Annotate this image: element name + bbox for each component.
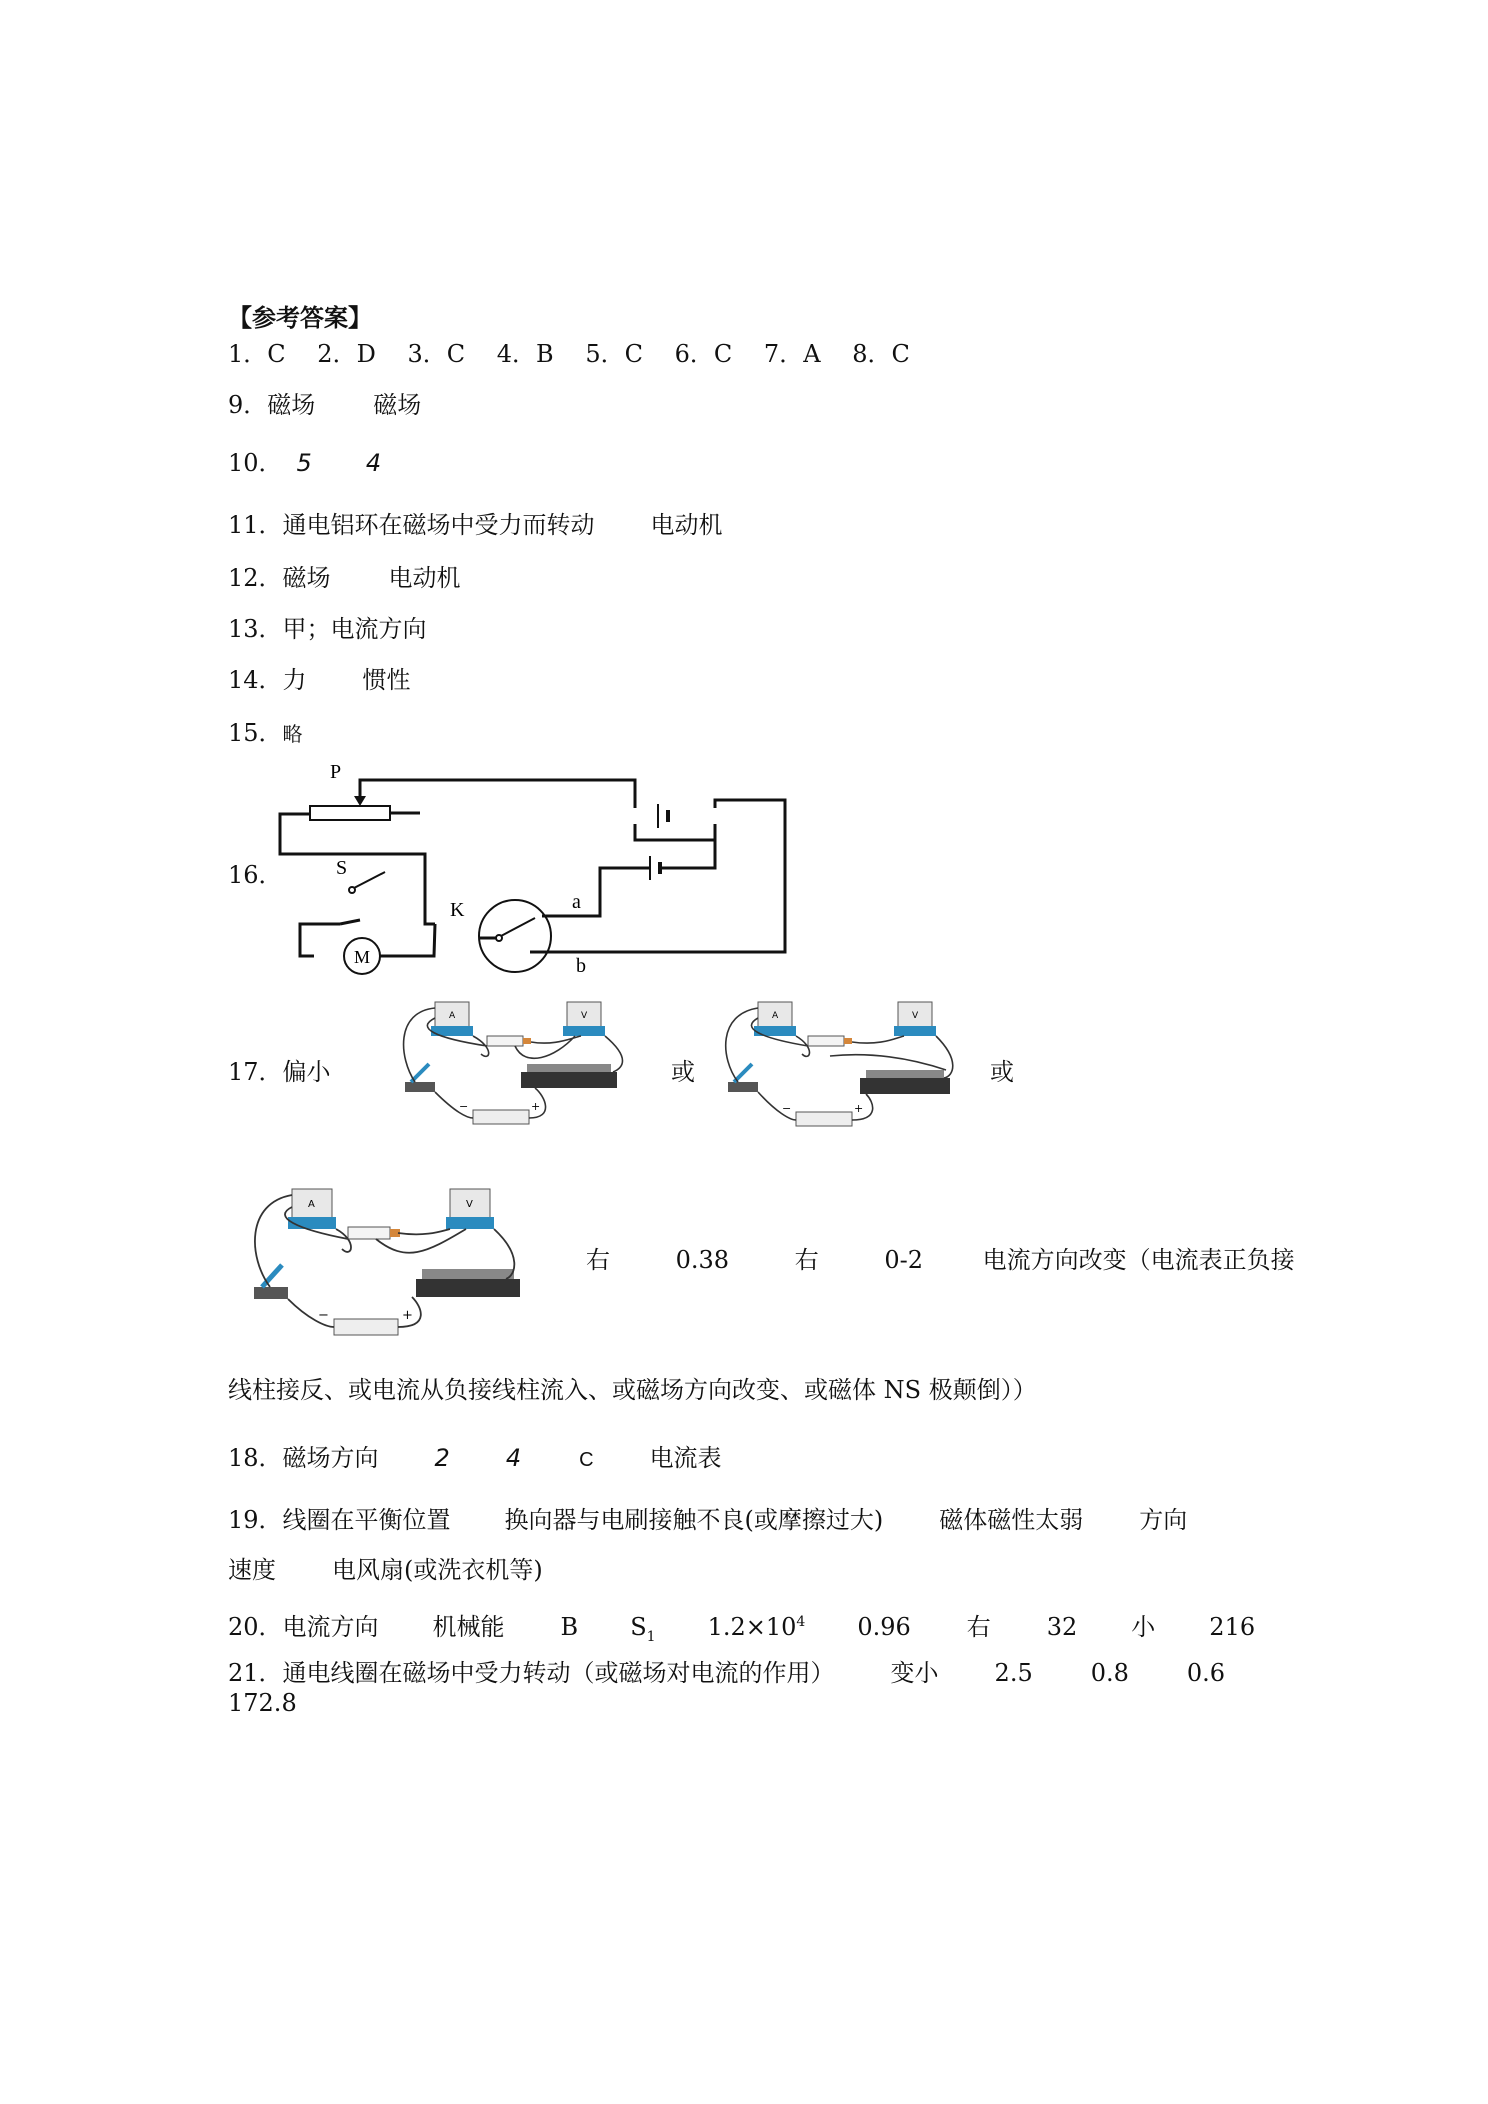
answer-15: 15．略 xyxy=(228,719,303,747)
svg-text:−: − xyxy=(782,1102,792,1115)
svg-text:V: V xyxy=(912,1011,919,1021)
circuit-photo-1 xyxy=(395,998,635,1132)
circuit-diagram-16 xyxy=(270,756,810,976)
mc-2: 2．D xyxy=(317,340,376,368)
mc-6: 6．C xyxy=(674,340,733,368)
svg-text:A: A xyxy=(449,1011,456,1021)
answer-21: 21．通电线圈在磁场中受力转动（或磁场对电流的作用） 变小 2.5 0.8 0.6 xyxy=(228,1659,1226,1687)
answer-9: 9．磁场 磁场 xyxy=(228,391,422,419)
answer-16-number: 16． xyxy=(228,861,283,889)
mc-8: 8．C xyxy=(852,340,910,368)
battery-1 xyxy=(635,808,660,816)
answer-19: 19．线圈在平衡位置 换向器与电刷接触不良(或摩擦过大) 磁体磁性太弱 方向 xyxy=(228,1506,1188,1534)
label-b: b xyxy=(576,955,586,976)
label-p: P xyxy=(330,761,342,783)
svg-text:+: + xyxy=(531,1100,541,1113)
answer-14: 14．力 惯性 xyxy=(228,666,411,694)
answer-11: 11．通电铝环在磁场中受力而转动 电动机 xyxy=(228,511,723,539)
answer-18: 18．磁场方向 2 4 C 电流表 xyxy=(228,1444,722,1472)
battery-top xyxy=(635,780,668,828)
answer-20: 20．电流方向 机械能 B $S_1$ $1.2\times 10^4$ 0.96 右 32 小 216 xyxy=(228,1613,1256,1645)
answer-17-values: 右 0.38 右 0-2 电流方向改变（电流表正负接 xyxy=(586,1246,1295,1274)
svg-text:V: V xyxy=(581,1011,588,1021)
label-k: K xyxy=(450,899,465,921)
svg-text:+: + xyxy=(402,1308,413,1323)
svg-text:−: − xyxy=(318,1308,329,1323)
circuit-photo-3 xyxy=(236,1183,526,1343)
mc-4: 4．B xyxy=(496,340,554,368)
label-m: M xyxy=(354,947,371,967)
answer-12: 12．磁场 电动机 xyxy=(228,564,461,592)
answer-13: 13．甲；电流方向 xyxy=(228,615,427,643)
answer-19-continued: 速度 电风扇(或洗衣机等) xyxy=(228,1556,543,1584)
circuit-photo-2 xyxy=(710,998,960,1134)
answer-10: 10． 5 4 xyxy=(228,449,382,477)
answer-17-continued: 线柱接反、或电流从负接线柱流入、或磁场方向改变、或磁体 NS 极颠倒）） xyxy=(228,1376,1037,1404)
svg-text:V: V xyxy=(466,1199,473,1210)
svg-text:A: A xyxy=(308,1199,315,1210)
label-a: a xyxy=(572,891,581,913)
mc-1: 1．C xyxy=(228,340,286,368)
label-s: S xyxy=(336,857,348,879)
svg-text:A: A xyxy=(772,1011,779,1021)
rheostat xyxy=(310,806,390,820)
single-pole-double-throw-switch xyxy=(479,900,551,972)
or-text-1: 或 xyxy=(671,1058,695,1086)
or-text-2: 或 xyxy=(990,1058,1014,1086)
answer-17: 17．偏小 xyxy=(228,1058,331,1086)
answer-key-header: 【参考答案】 xyxy=(228,303,372,332)
mc-7: 7．A xyxy=(763,340,821,368)
mc-5: 5．C xyxy=(585,340,643,368)
answer-21-continued: 172.8 xyxy=(228,1689,297,1717)
svg-text:+: + xyxy=(854,1102,864,1115)
svg-text:−: − xyxy=(459,1100,469,1113)
multiple-choice-answers xyxy=(228,339,910,369)
mc-3: 3．C xyxy=(407,340,466,368)
